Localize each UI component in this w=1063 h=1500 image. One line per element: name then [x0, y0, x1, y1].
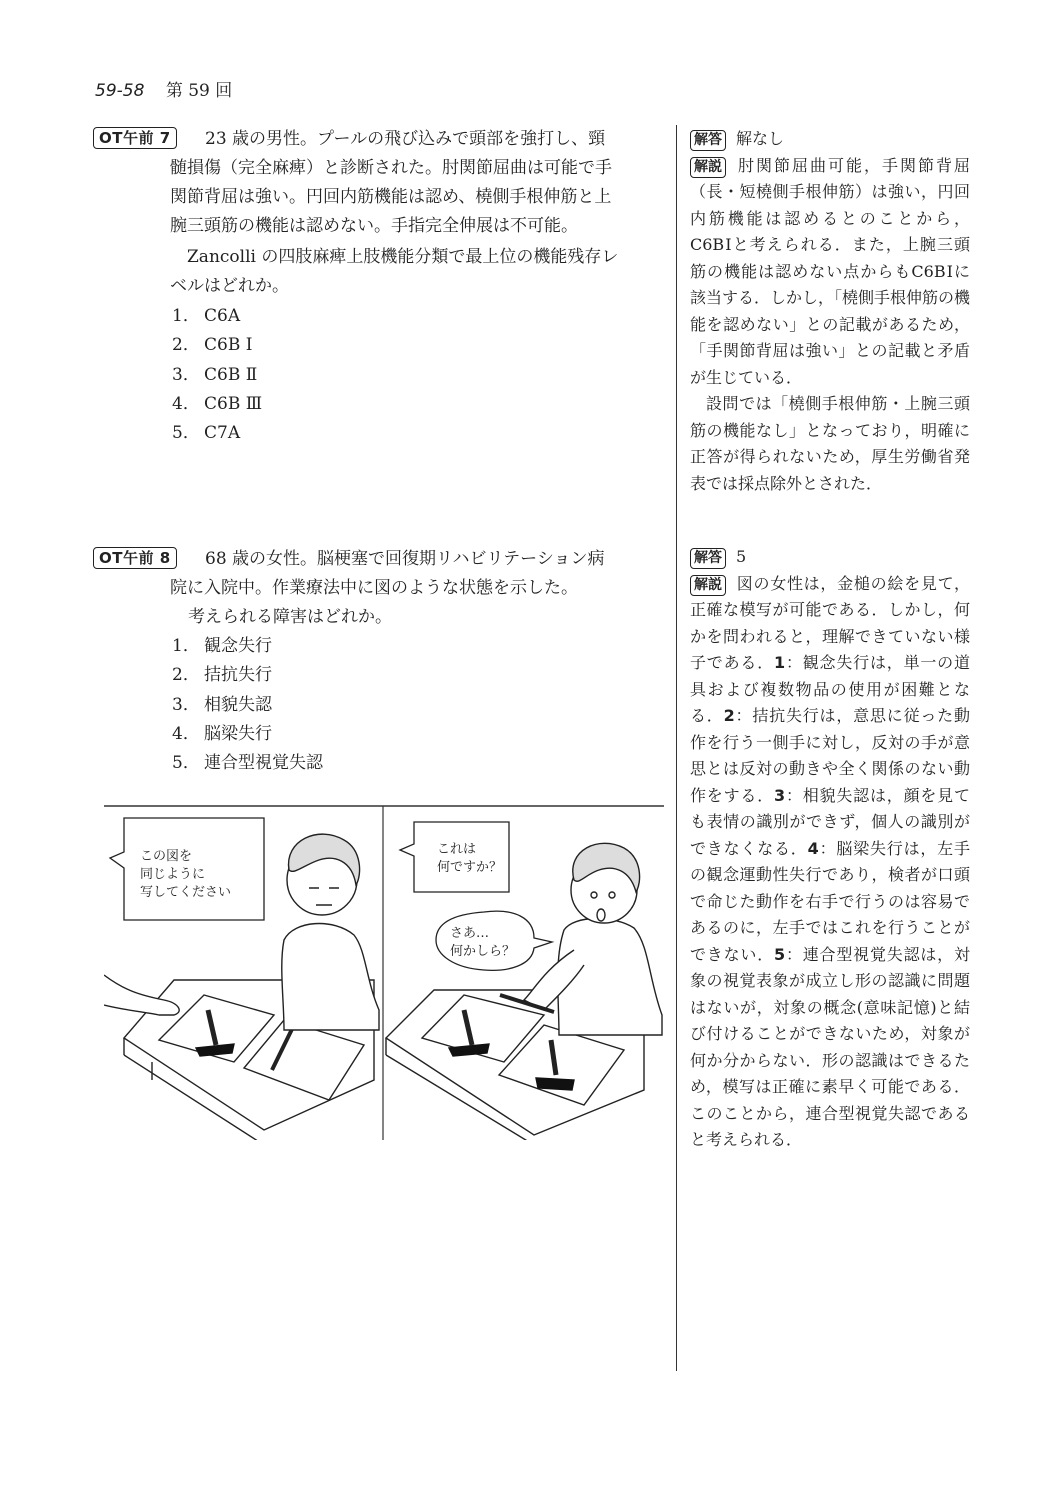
exp-num-3: 3 [774, 785, 786, 805]
q8-tag: OT午前 8 [93, 547, 177, 569]
bubble-patient-line: さあ… [450, 926, 490, 941]
bubble-left-line: 写してください [140, 885, 232, 900]
q8-stem-line: 考えられる障害はどれか。 [188, 607, 392, 627]
bubble-right-top-line: 何ですか？ [437, 860, 503, 875]
q8-options [172, 632, 323, 778]
bubble-right-top-line: これは [437, 842, 477, 857]
q8-option: 4． 脳梁失行 [172, 723, 272, 744]
answer-label: 解答 [690, 130, 726, 151]
column-divider [676, 125, 677, 1371]
answer-label: 解答 [690, 548, 726, 569]
q8-answer: 5 [736, 547, 747, 566]
q7-option: 4． C6B Ⅲ [172, 393, 263, 414]
q8-exp-4: ：脳梁失行は，左手の観念運動性失行であり，検者が口頭で命じた動作を右手で行うのは容易であるのに，左手ではこれを行うことができない． [690, 838, 970, 964]
q7-stem-line: 腕三頭筋の機能は認めない。手指完全伸展は不可能。 [170, 216, 578, 236]
q7-stem-line: ベルはどれか。 [170, 276, 289, 296]
q7-answer: 解なし [736, 129, 785, 148]
q8-stem [170, 545, 660, 632]
q8-stem-line: 68 歳の女性。脳梗塞で回復期リハビリテーション病 [205, 549, 605, 569]
q7-option: 5． C7A [172, 423, 241, 444]
bubble-patient-line: 何かしら？ [450, 944, 516, 959]
q8-exp-intro: 図の女性は，金槌の絵を見て，正確な模写が可能である．しかし，何かを問われると，理解できていない様子である． [690, 573, 970, 672]
q8-exp-1: ：観念失行は，単一の道具および複数物品の使用が困難となる． [690, 653, 970, 725]
q8-figure [104, 800, 664, 1140]
bubble-right-patient-group [436, 911, 552, 970]
speech-bubble-right-top [400, 822, 509, 892]
q7-explanation-2: 設問では「橈側手根伸筋・上腕三頭筋の機能なし」となっており，明確に正答が得られないため，厚生労働省発表では採点除外とされた． [690, 394, 970, 493]
q7-stem-line: Zancolli の四肢麻痺上肢機能分類で最上位の機能残存レ [187, 247, 619, 267]
page-number: 59-58 [95, 81, 145, 101]
q8-tag-wrap [93, 547, 177, 569]
exam-round: 第 59 回 [165, 81, 233, 101]
q8-exp-5: ：連合型視覚失認は，対象の視覚表象が成立し形の認識に問題はないが，対象の概念(意味記憶)と結び付けることができないため，対象が何か分からない．形の認識はできるため，模写は正確に素早く可能である．このことから，連合型視覚失認であると考えられる． [690, 944, 970, 1149]
page-header [95, 76, 232, 101]
q7-stem-line: 23 歳の男性。プールの飛び込みで頭部を強打し、頸 [205, 129, 606, 149]
q7-answer-block [690, 126, 970, 497]
explanation-label: 解説 [690, 157, 726, 178]
exp-num-5: 5 [774, 944, 786, 964]
q7-stem [170, 125, 660, 301]
q8-exp-2: ：拮抗失行は，意思に従った動作を行う一側手に対し，反対の手が意思とは反対の動きや全く関係のない動作をする． [690, 706, 970, 805]
q7-tag: OT午前 7 [93, 127, 177, 149]
exp-num-4: 4 [807, 838, 819, 858]
bubble-left-group [110, 818, 264, 920]
q8-exp-3: ：相貌失認は，顔を見ても表情の識別ができず，個人の識別ができなくなる． [690, 785, 970, 858]
bubble-left-line: 同じように [140, 867, 206, 882]
q8-stem-line: 院に入院中。作業療法中に図のような状態を示した。 [170, 578, 578, 598]
q8-option: 3． 相貌失認 [172, 694, 272, 715]
exp-num-1: 1 [774, 653, 786, 672]
bubble-left-line: この図を [140, 849, 193, 864]
q8-option: 5． 連合型視覚失認 [172, 753, 323, 774]
q7-tag-wrap [93, 127, 177, 149]
q8-answer-block [690, 544, 970, 1154]
q8-option: 2． 拮抗失行 [172, 665, 272, 686]
q8-option: 1． 観念失行 [172, 636, 272, 656]
explanation-label: 解説 [690, 575, 726, 596]
bubble-right-top-group [400, 822, 509, 892]
q7-options [172, 302, 262, 448]
patient-body-left [282, 924, 379, 1030]
q7-option: 3． C6B Ⅱ [172, 364, 258, 385]
q7-option: 1． C6A [172, 306, 241, 326]
exp-num-2: 2 [723, 706, 735, 725]
q7-option: 2． C6B Ⅰ [172, 335, 253, 356]
q7-explanation-1: 肘関節屈曲可能，手関節背屈（長・短橈側手根伸筋）は強い，円回内筋機能は認めるとのことから，C6BⅠと考えられる．また，上腕三頭筋の機能は認めない点からもC6BⅠに該当する．しかし，「橈側手根伸筋の機能を認めない」との記載があるため，「手関節背屈は強い」との記載と矛盾が生じている． [690, 155, 971, 387]
hammer-copy-right [536, 1078, 574, 1090]
q7-stem-line: 関節背屈は強い。円回内筋機能は認め、橈側手根伸筋と上 [170, 187, 612, 207]
q7-stem-line: 髄損傷（完全麻痺）と診断された。肘関節屈曲は可能で手 [170, 158, 612, 178]
